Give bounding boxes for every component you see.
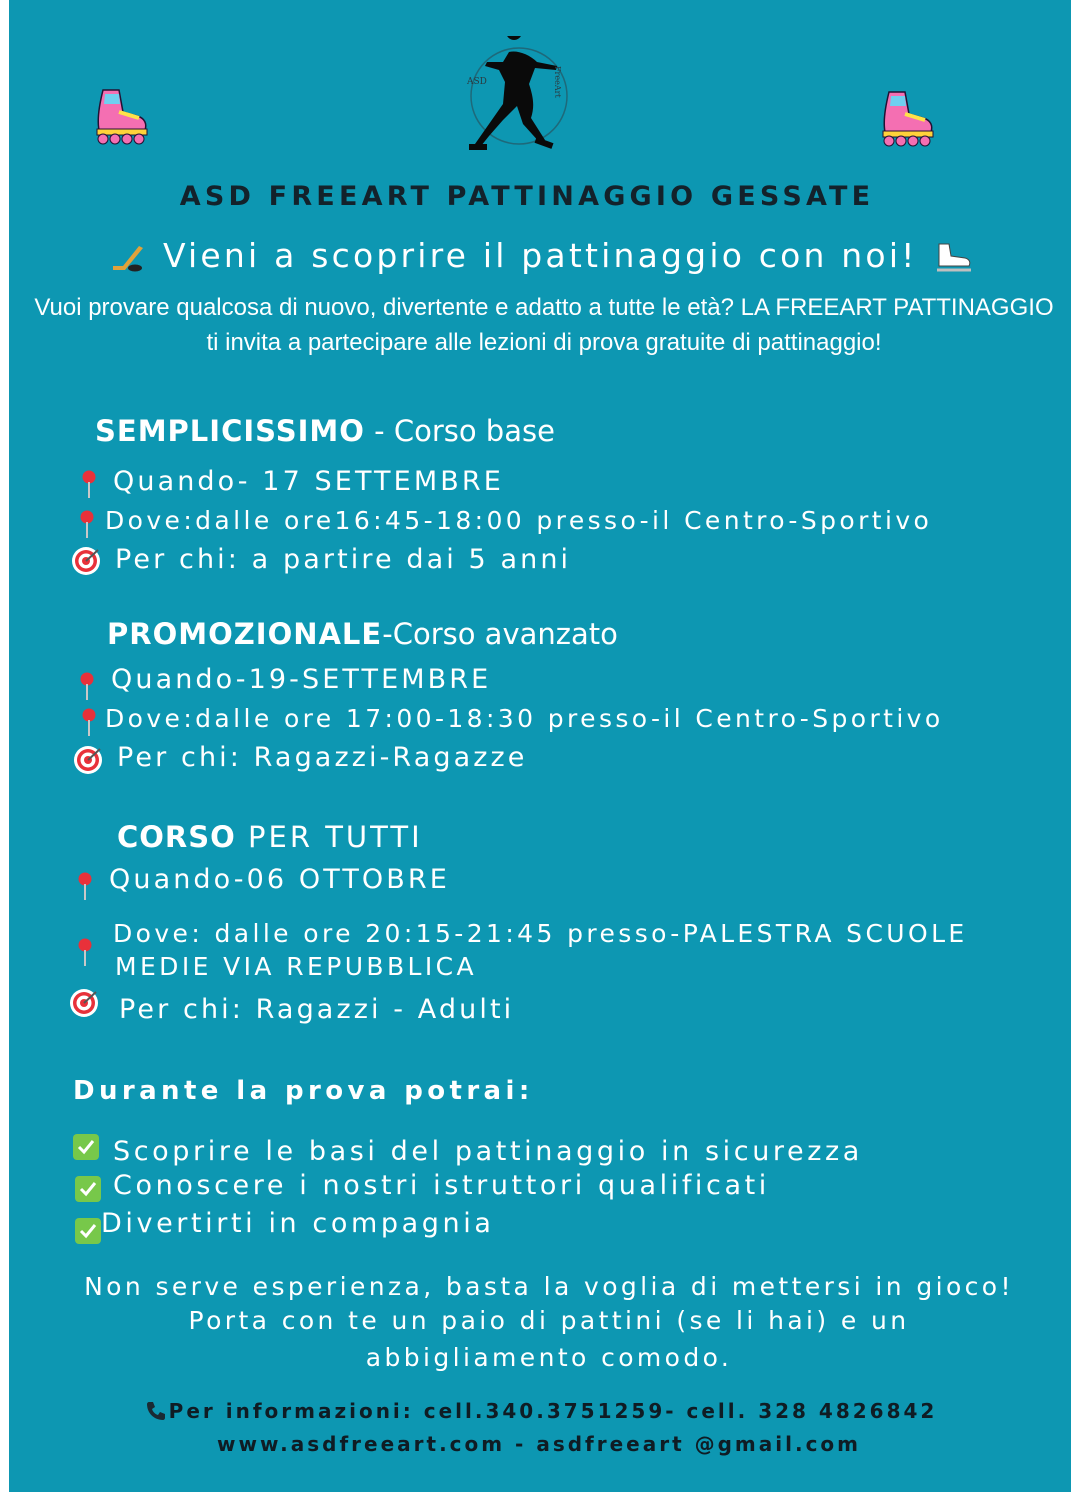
contact-web: www.asdfreeart.com - asdfreeart @gmail.com — [216, 1432, 862, 1456]
pushpin-icon — [77, 872, 93, 902]
during-item-3: Divertirti in compagnia — [101, 1208, 495, 1239]
pushpin-icon — [81, 708, 97, 738]
during-item-2: Conoscere i nostri istruttori qualificati — [113, 1170, 770, 1201]
course-1-type: - Corso base — [364, 414, 555, 448]
closing-line-3: abbigliamento comodo. — [365, 1343, 733, 1372]
course-3-name: CORSO — [117, 820, 236, 854]
course-2-name: PROMOZIONALE — [107, 617, 383, 651]
course-2-when: Quando-19-SETTEMBRE — [111, 664, 492, 695]
check-icon — [73, 1134, 99, 1160]
course-1-when: Quando- 17 SETTEMBRE — [113, 466, 504, 497]
course-1-who: Per chi: a partire dai 5 anni — [115, 544, 572, 575]
course-1-heading — [95, 414, 555, 448]
intro-text: Vuoi provare qualcosa di nuovo, divertente e adatto a tutte le età? LA FREEART PATTINAGGIO ti invita a partecipare alle lezioni di prova gratuite di pattinaggio! — [34, 294, 1054, 356]
closing-line-2: Porta con te un paio di pattini (se li hai) e un — [188, 1306, 910, 1335]
course-1-name: SEMPLICISSIMO — [95, 414, 365, 448]
target-icon — [71, 546, 101, 576]
target-icon — [69, 988, 99, 1018]
course-3-where-line2: MEDIE VIA REPUBBLICA — [115, 952, 477, 981]
target-icon — [73, 745, 103, 775]
during-heading: Durante la prova potrai: — [73, 1076, 534, 1106]
roller-skate-icon — [89, 86, 151, 146]
contact-phones: Per informazioni: cell.340.3751259- cell. 328 4826842 — [168, 1399, 938, 1423]
course-3-when: Quando-06 OTTOBRE — [109, 864, 450, 895]
roller-skate-icon — [875, 88, 937, 148]
course-1-where: Dove:dalle ore16:45-18:00 presso-il Centro-Sportivo — [105, 506, 933, 535]
flyer-title: ASD FREEART PATTINAGGIO GESSATE — [179, 181, 875, 212]
during-item-1: Scoprire le basi del pattinaggio in sicurezza — [113, 1136, 863, 1167]
flyer — [9, 0, 1071, 1492]
pushpin-icon — [77, 938, 93, 968]
course-2-type: -Corso avanzato — [382, 617, 618, 651]
flyer-subtitle: Vieni a scoprire il pattinaggio con noi! — [163, 236, 918, 275]
pushpin-icon — [79, 672, 95, 702]
logo-text-left: ASD — [467, 77, 487, 87]
logo-text-right: FreeArt — [553, 66, 562, 98]
course-2-who: Per chi: Ragazzi-Ragazze — [117, 742, 528, 773]
course-3-heading — [117, 820, 423, 854]
ice-skate-icon — [933, 242, 973, 274]
check-icon — [75, 1218, 101, 1244]
course-3-where-line1: Dove: dalle ore 20:15-21:45 presso-PALESTRA SCUOLE — [113, 919, 968, 948]
course-2-where: Dove:dalle ore 17:00-18:30 presso-il Centro-Sportivo — [105, 704, 944, 733]
course-3-type: PER TUTTI — [235, 820, 423, 854]
check-icon — [75, 1176, 101, 1202]
pushpin-icon — [81, 470, 97, 500]
course-2-heading — [107, 617, 618, 651]
course-3-who: Per chi: Ragazzi - Adulti — [119, 994, 515, 1025]
pushpin-icon — [79, 510, 95, 540]
closing-line-1: Non serve esperienza, basta la voglia di mettersi in gioco! — [84, 1272, 1014, 1301]
hockey-icon — [109, 244, 149, 274]
skater-logo — [459, 36, 575, 160]
